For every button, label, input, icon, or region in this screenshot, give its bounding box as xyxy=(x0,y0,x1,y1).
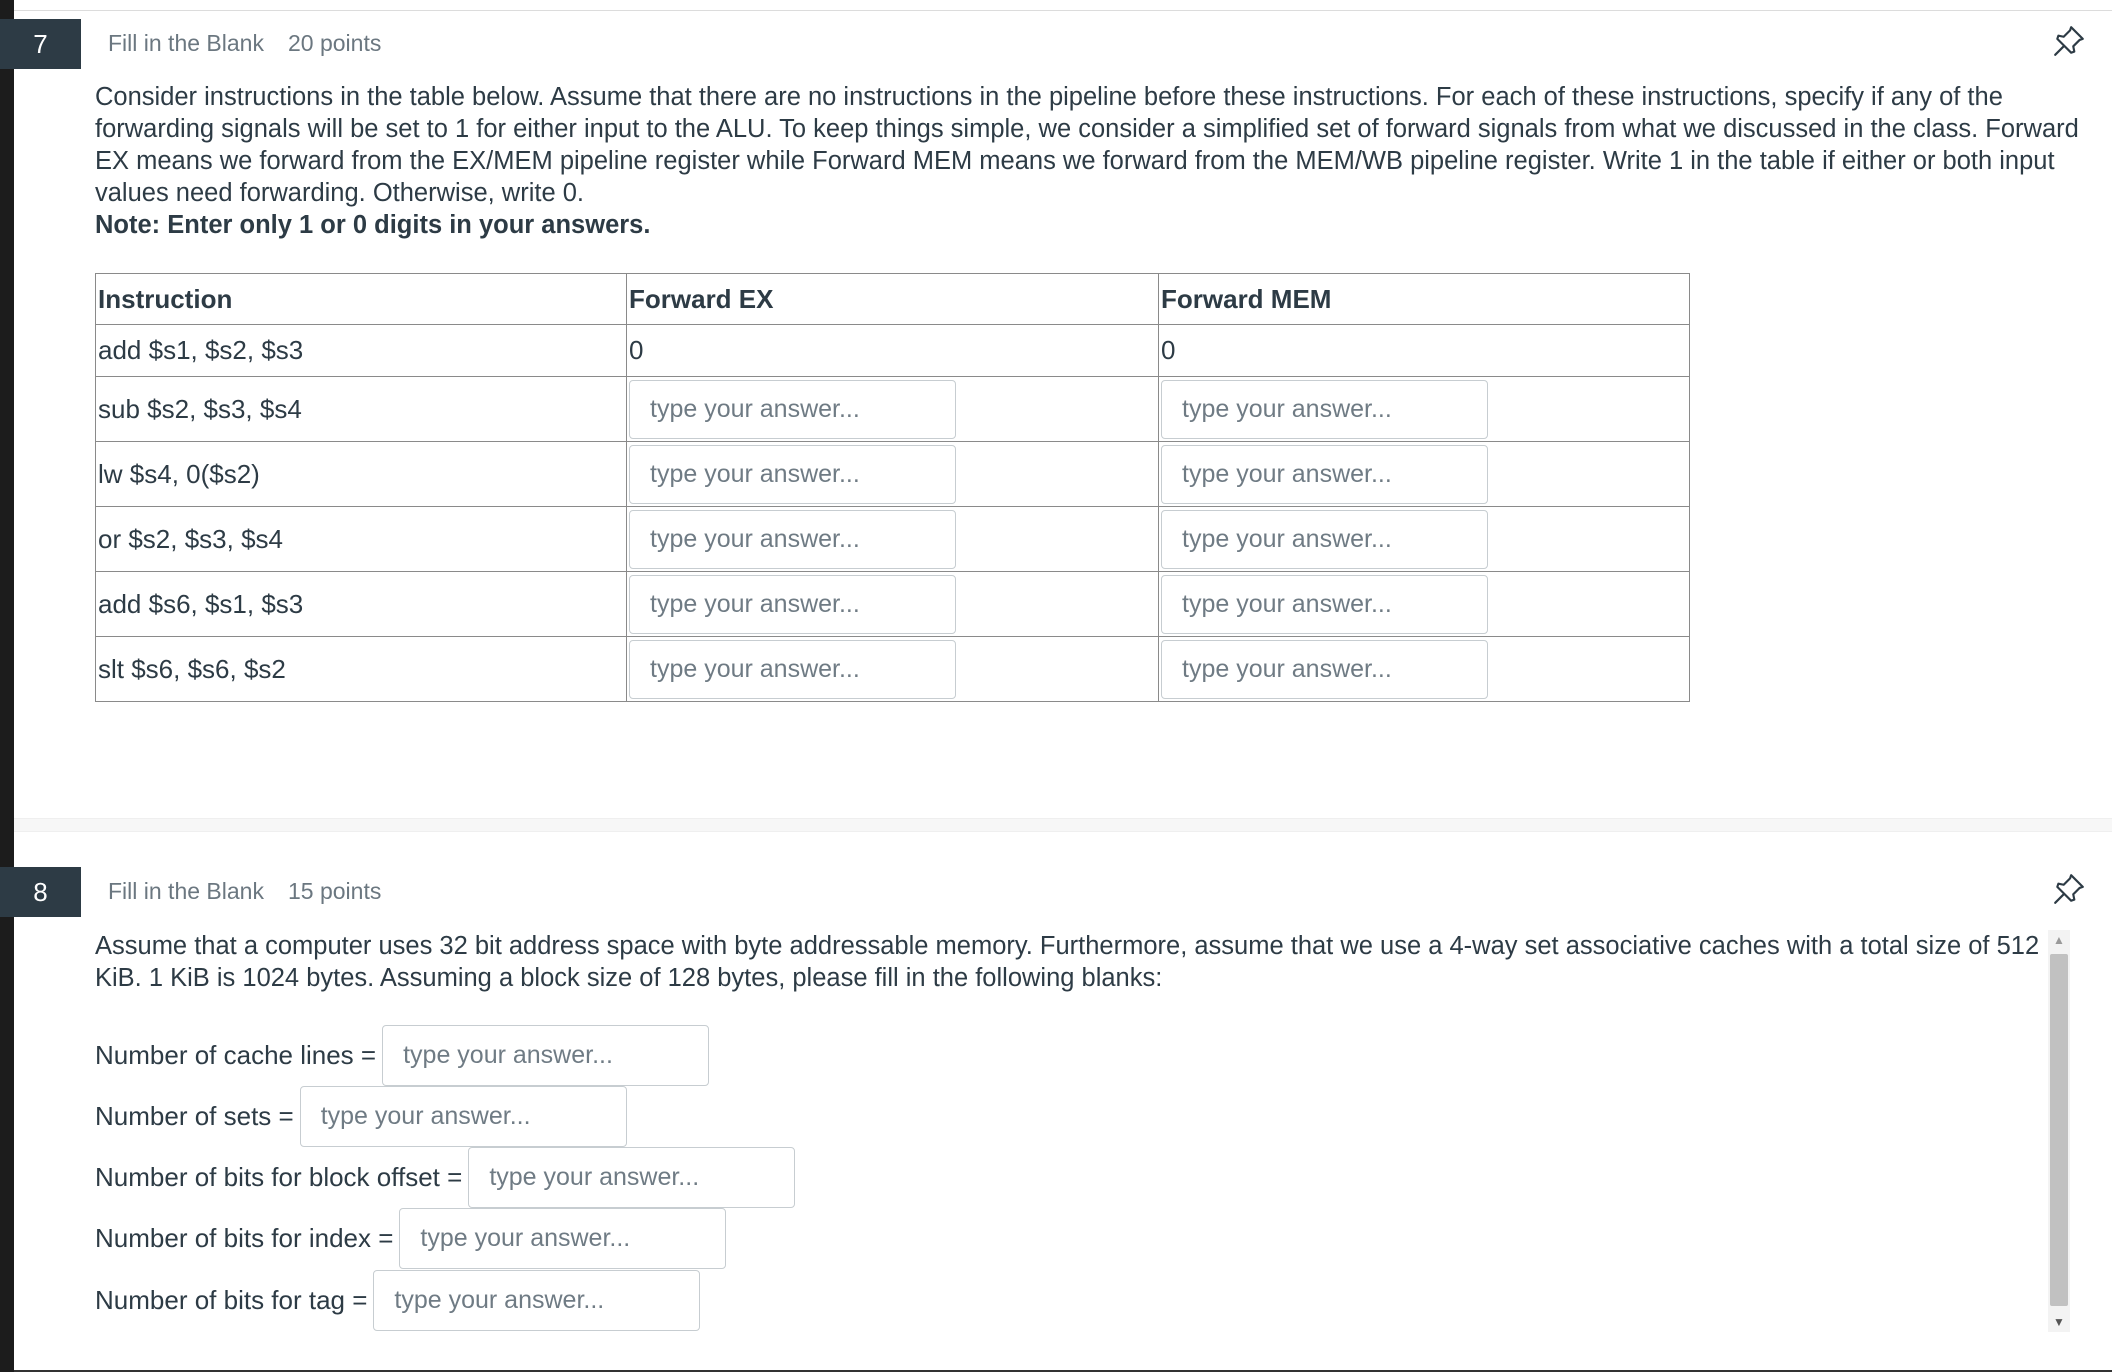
question-points: 15 points xyxy=(288,878,382,904)
question-7-prompt xyxy=(95,81,2080,241)
blank-row-sets xyxy=(95,1086,627,1147)
blank-label: Number of sets = xyxy=(95,1101,294,1131)
question-number-badge: 7 xyxy=(0,19,81,69)
blank-label: Number of bits for tag = xyxy=(95,1285,368,1315)
column-header-forward-mem: Forward MEM xyxy=(1159,274,1690,325)
question-8-prompt xyxy=(95,930,2040,994)
question-prompt-text: Assume that a computer uses 32 bit address space with byte addressable memory. Furthermore, assume that we use a 4-way set associative caches with a total size of 512 KiB. 1 KiB is 1024 bytes. Assuming a block size of 128 bytes, please fill in the following blanks: xyxy=(95,932,2040,992)
scrollbar-thumb[interactable] xyxy=(2050,954,2068,1306)
question-number-badge: 8 xyxy=(0,867,81,917)
table-row xyxy=(96,507,1690,572)
question-note: Note: Enter only 1 or 0 digits in your answers. xyxy=(95,211,651,239)
table-row xyxy=(96,637,1690,702)
instruction-cell: sub $s2, $s3, $s4 xyxy=(96,377,627,442)
scroll-up-arrow-icon[interactable]: ▲ xyxy=(2053,933,2065,947)
instruction-cell: add $s1, $s2, $s3 xyxy=(96,325,627,377)
pin-icon[interactable] xyxy=(2052,24,2086,58)
blank-label: Number of cache lines = xyxy=(95,1040,377,1070)
question-prompt-text: Consider instructions in the table below. Assume that there are no instructions in the pipeline before these instructions. For each of these instructions, specify if any of the forwarding signals will be set to 1 for either input to the ALU. To keep things simple, we consider a simplified set of forward signals from what we discussed in the class. Forward EX means we forward from the EX/MEM pipeline register while Forward MEM means we forward from the MEM/WB pipeline register. Write 1 in the table if either or both input values need forwarding. Otherwise, write 0. xyxy=(95,83,2079,207)
question-points: 20 points xyxy=(288,30,382,56)
blank-row-index xyxy=(95,1208,726,1269)
left-edge-bar xyxy=(0,0,14,1372)
column-header-instruction: Instruction xyxy=(96,274,627,325)
index-bits-input[interactable] xyxy=(399,1208,726,1269)
table-row xyxy=(96,377,1690,442)
table-row xyxy=(96,572,1690,637)
forward-ex-input[interactable] xyxy=(629,445,956,504)
question-separator xyxy=(14,818,2112,832)
table-row xyxy=(96,442,1690,507)
scroll-down-arrow-icon[interactable]: ▼ xyxy=(2053,1315,2065,1329)
blank-row-cache-lines xyxy=(95,1025,709,1086)
table-header-row xyxy=(96,274,1690,325)
forward-ex-input[interactable] xyxy=(629,510,956,569)
forward-mem-input[interactable] xyxy=(1161,380,1488,439)
forward-mem-input[interactable] xyxy=(1161,445,1488,504)
sets-input[interactable] xyxy=(300,1086,627,1147)
table-row xyxy=(96,325,1690,377)
block-offset-bits-input[interactable] xyxy=(468,1147,795,1208)
forward-mem-value: 0 xyxy=(1159,325,1690,377)
instruction-cell: add $s6, $s1, $s3 xyxy=(96,572,627,637)
forward-mem-input[interactable] xyxy=(1161,575,1488,634)
forward-ex-input[interactable] xyxy=(629,575,956,634)
blank-row-block-offset xyxy=(95,1147,795,1208)
forward-mem-input[interactable] xyxy=(1161,640,1488,699)
question-type: Fill in the Blank xyxy=(108,30,264,56)
forward-mem-input[interactable] xyxy=(1161,510,1488,569)
instruction-cell: slt $s6, $s6, $s2 xyxy=(96,637,627,702)
forwarding-table xyxy=(95,273,1690,702)
blank-label: Number of bits for index = xyxy=(95,1223,394,1253)
forward-ex-input[interactable] xyxy=(629,640,956,699)
blank-row-tag xyxy=(95,1270,700,1331)
blank-label: Number of bits for block offset = xyxy=(95,1162,463,1192)
tag-bits-input[interactable] xyxy=(373,1270,700,1331)
instruction-cell: lw $s4, 0($s2) xyxy=(96,442,627,507)
forward-ex-input[interactable] xyxy=(629,380,956,439)
question-type: Fill in the Blank xyxy=(108,878,264,904)
column-header-forward-ex: Forward EX xyxy=(627,274,1159,325)
pin-icon[interactable] xyxy=(2052,872,2086,906)
instruction-cell: or $s2, $s3, $s4 xyxy=(96,507,627,572)
forward-ex-value: 0 xyxy=(627,325,1159,377)
vertical-scrollbar[interactable] xyxy=(2048,930,2070,1332)
top-divider xyxy=(14,10,2112,11)
cache-lines-input[interactable] xyxy=(382,1025,709,1086)
